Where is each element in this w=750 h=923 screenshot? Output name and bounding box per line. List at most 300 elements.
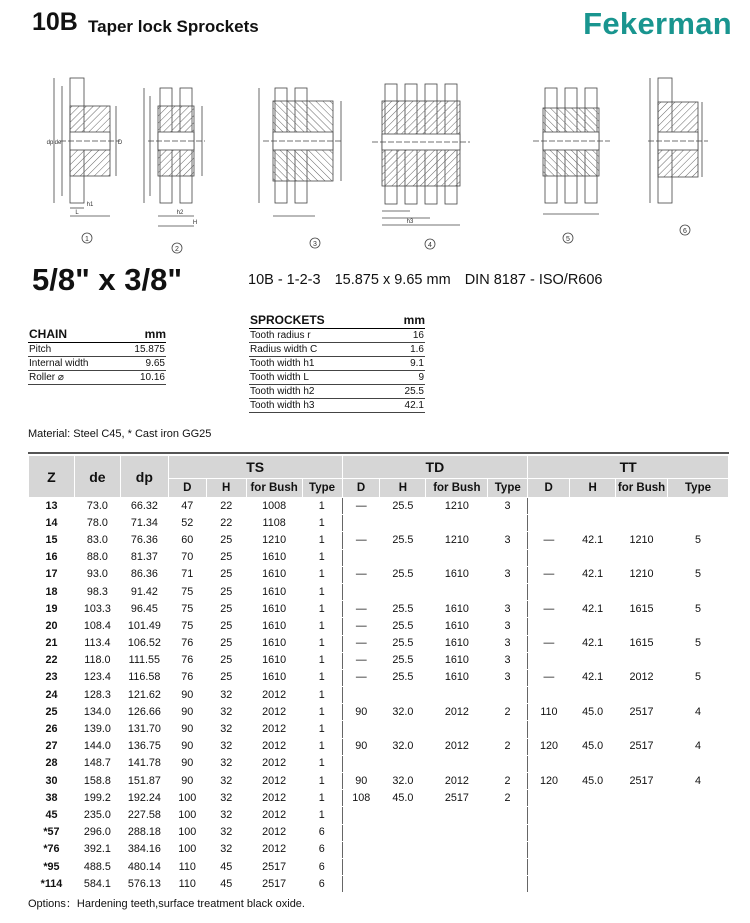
table-cell <box>342 721 380 738</box>
table-cell: 1108 <box>246 515 302 532</box>
table-cell: 139.0 <box>74 721 120 738</box>
cell-z: 18 <box>29 583 75 600</box>
table-cell: 90 <box>168 687 206 704</box>
table-cell: 45.0 <box>380 790 426 807</box>
drawing-type-3 <box>259 88 343 248</box>
table-row: Roller ⌀ 10.16 <box>29 372 165 383</box>
table-cell: 6 <box>302 876 342 893</box>
table-cell: 1 <box>302 566 342 583</box>
table-row <box>29 532 729 549</box>
table-cell: 90 <box>342 738 380 755</box>
table-cell <box>668 687 729 704</box>
table-row: Pitch 15.875 <box>29 344 165 355</box>
table-cell: 1 <box>302 773 342 790</box>
product-code: 10B <box>32 8 78 36</box>
table-cell: 45 <box>206 876 246 893</box>
table-cell <box>668 721 729 738</box>
table-cell: 25 <box>206 601 246 618</box>
table-cell: 4 <box>668 773 729 790</box>
cell-z: 22 <box>29 652 75 669</box>
cell-z: 20 <box>29 618 75 635</box>
table-cell: 25 <box>206 635 246 652</box>
dim-label: h1 <box>86 202 94 208</box>
table-cell: 52 <box>168 515 206 532</box>
table-cell: 2012 <box>246 687 302 704</box>
table-cell <box>668 755 729 772</box>
table-cell: 1 <box>302 618 342 635</box>
table-cell <box>488 755 528 772</box>
table-cell <box>616 498 668 515</box>
cell-z: 45 <box>29 807 75 824</box>
table-cell: 288.18 <box>120 824 168 841</box>
table-cell: 1610 <box>246 566 302 583</box>
table-cell: 108 <box>342 790 380 807</box>
table-cell: 1 <box>302 515 342 532</box>
table-cell: 32 <box>206 841 246 858</box>
table-cell: 2517 <box>246 876 302 893</box>
table-cell: 98.3 <box>74 583 120 600</box>
table-cell <box>528 876 570 893</box>
table-cell: 93.0 <box>74 566 120 583</box>
table-cell <box>342 841 380 858</box>
table-cell: 25.5 <box>380 532 426 549</box>
material-note: Material: Steel C45, * Cast iron GG25 <box>28 428 212 440</box>
table-cell: 120 <box>528 738 570 755</box>
table-row <box>29 755 729 772</box>
table-cell: 110 <box>528 704 570 721</box>
group-td: TD <box>342 456 528 479</box>
table-cell: 2012 <box>246 704 302 721</box>
table-cell: 32 <box>206 721 246 738</box>
table-cell <box>570 841 616 858</box>
drawing-label: 5 <box>566 236 570 243</box>
table-cell <box>668 824 729 841</box>
table-cell: 158.8 <box>74 773 120 790</box>
table-cell: — <box>528 532 570 549</box>
table-cell: 576.13 <box>120 876 168 893</box>
table-cell: 1 <box>302 721 342 738</box>
table-row <box>29 704 729 721</box>
table-cell: 1210 <box>616 532 668 549</box>
table-cell: 227.58 <box>120 807 168 824</box>
spec-line <box>248 272 613 288</box>
table-cell: 2517 <box>426 790 488 807</box>
table-cell: 90 <box>168 738 206 755</box>
drawing-type-2 <box>144 88 205 253</box>
table-cell <box>570 498 616 515</box>
table-cell: 3 <box>488 601 528 618</box>
table-cell <box>570 652 616 669</box>
table-cell: — <box>342 635 380 652</box>
table-cell <box>616 721 668 738</box>
table-cell: 25 <box>206 549 246 566</box>
table-cell: 76 <box>168 669 206 686</box>
table-cell <box>528 755 570 772</box>
table-cell: 488.5 <box>74 858 120 875</box>
table-cell: 2 <box>488 738 528 755</box>
table-row <box>29 738 729 755</box>
table-cell: 96.45 <box>120 601 168 618</box>
table-cell <box>488 876 528 893</box>
table-cell <box>668 583 729 600</box>
table-cell <box>570 876 616 893</box>
dim-label: H <box>192 220 198 226</box>
table-cell: 1 <box>302 807 342 824</box>
table-cell: 4 <box>668 738 729 755</box>
table-cell <box>616 858 668 875</box>
cell-z: 26 <box>29 721 75 738</box>
drawing-label: 4 <box>428 242 432 249</box>
table-cell: 25 <box>206 583 246 600</box>
table-cell: 2012 <box>426 738 488 755</box>
table-cell: 2012 <box>246 807 302 824</box>
table-cell: — <box>528 566 570 583</box>
table-row: Tooth width h3 42.1 <box>250 400 424 411</box>
table-cell: — <box>528 669 570 686</box>
table-cell <box>342 549 380 566</box>
table-cell <box>570 824 616 841</box>
table-cell <box>616 583 668 600</box>
table-cell: 1610 <box>426 669 488 686</box>
table-row: Tooth width h1 9.1 <box>250 358 424 369</box>
table-cell: — <box>342 618 380 635</box>
table-cell <box>668 858 729 875</box>
table-cell: 90 <box>342 704 380 721</box>
table-cell <box>488 841 528 858</box>
cell-z: 30 <box>29 773 75 790</box>
table-cell: 110 <box>168 858 206 875</box>
table-cell: 1210 <box>246 532 302 549</box>
table-cell: 90 <box>168 773 206 790</box>
table-cell <box>528 790 570 807</box>
table-cell: 3 <box>488 652 528 669</box>
table-cell <box>616 652 668 669</box>
table-cell: — <box>342 566 380 583</box>
drawing-type-5 <box>533 88 610 243</box>
table-cell <box>616 549 668 566</box>
table-cell: 25.5 <box>380 669 426 686</box>
standard: DIN 8187 - ISO/R606 <box>464 272 603 288</box>
table-cell: 1610 <box>246 652 302 669</box>
table-cell: 5 <box>668 601 729 618</box>
table-cell: 76.36 <box>120 532 168 549</box>
table-cell: 32 <box>206 755 246 772</box>
table-cell <box>342 755 380 772</box>
table-cell <box>380 876 426 893</box>
cell-z: 28 <box>29 755 75 772</box>
table-cell: 81.37 <box>120 549 168 566</box>
table-row: Radius width C 1.6 <box>250 344 424 355</box>
cell-z: 13 <box>29 498 75 515</box>
table-row <box>29 652 729 669</box>
table-cell <box>616 755 668 772</box>
page-title: Taper lock Sprockets <box>88 17 259 36</box>
table-cell: 32 <box>206 773 246 790</box>
table-cell: 42.1 <box>570 566 616 583</box>
table-cell: 1210 <box>426 498 488 515</box>
table-cell <box>426 583 488 600</box>
table-cell <box>668 790 729 807</box>
chain-header: CHAIN <box>28 327 118 343</box>
table-cell <box>616 807 668 824</box>
table-cell <box>426 876 488 893</box>
table-cell <box>380 858 426 875</box>
table-cell <box>488 549 528 566</box>
table-cell: 100 <box>168 790 206 807</box>
table-cell: 71.34 <box>120 515 168 532</box>
table-cell: 2 <box>488 773 528 790</box>
table-cell: 2012 <box>246 738 302 755</box>
cell-z: *57 <box>29 824 75 841</box>
table-cell: 1210 <box>426 532 488 549</box>
table-row <box>29 687 729 704</box>
table-cell: 1 <box>302 790 342 807</box>
table-cell <box>342 824 380 841</box>
table-cell: 1210 <box>616 566 668 583</box>
table-cell: 91.42 <box>120 583 168 600</box>
table-cell <box>380 687 426 704</box>
col-z: Z <box>29 456 75 498</box>
drawing-type-1 <box>54 78 120 243</box>
table-cell: 199.2 <box>74 790 120 807</box>
table-cell <box>528 841 570 858</box>
drawing-label: 2 <box>175 246 179 253</box>
table-cell: 5 <box>668 635 729 652</box>
table-cell <box>570 618 616 635</box>
table-cell <box>528 583 570 600</box>
cell-z: 23 <box>29 669 75 686</box>
table-cell <box>488 515 528 532</box>
table-cell: 131.70 <box>120 721 168 738</box>
table-cell: 1 <box>302 738 342 755</box>
table-cell: 584.1 <box>74 876 120 893</box>
table-cell: 42.1 <box>570 669 616 686</box>
table-cell <box>426 721 488 738</box>
table-cell: 32 <box>206 807 246 824</box>
table-cell: 235.0 <box>74 807 120 824</box>
group-ts: TS <box>168 456 342 479</box>
drawing-type-6 <box>648 78 708 235</box>
table-cell <box>426 549 488 566</box>
table-row <box>29 601 729 618</box>
table-cell <box>342 807 380 824</box>
table-cell <box>380 549 426 566</box>
table-cell: 480.14 <box>120 858 168 875</box>
table-cell <box>668 876 729 893</box>
table-cell <box>380 721 426 738</box>
table-cell: 1615 <box>616 635 668 652</box>
col-dp: dp <box>120 456 168 498</box>
table-cell: 25 <box>206 532 246 549</box>
table-cell: 108.4 <box>74 618 120 635</box>
table-cell: 45.0 <box>570 738 616 755</box>
chain-unit: mm <box>118 327 166 343</box>
table-cell: 100 <box>168 824 206 841</box>
table-cell: 73.0 <box>74 498 120 515</box>
table-cell: 1 <box>302 704 342 721</box>
table-cell <box>616 824 668 841</box>
table-cell <box>668 515 729 532</box>
table-cell: 2517 <box>246 858 302 875</box>
designation: 10B - 1-2-3 <box>248 272 321 288</box>
table-cell: 2517 <box>616 773 668 790</box>
table-row <box>29 824 729 841</box>
table-cell: 106.52 <box>120 635 168 652</box>
table-top-rule <box>28 452 729 454</box>
table-cell: 296.0 <box>74 824 120 841</box>
table-cell: 2012 <box>426 773 488 790</box>
table-cell: 25.5 <box>380 618 426 635</box>
table-cell: 148.7 <box>74 755 120 772</box>
table-cell <box>488 807 528 824</box>
table-cell <box>488 824 528 841</box>
dim-label: de <box>54 140 62 146</box>
cell-z: *76 <box>29 841 75 858</box>
table-cell: — <box>342 601 380 618</box>
table-cell: 47 <box>168 498 206 515</box>
table-cell: 2012 <box>616 669 668 686</box>
table-cell: 90 <box>168 755 206 772</box>
table-cell <box>570 549 616 566</box>
table-cell <box>570 583 616 600</box>
table-cell: 22 <box>206 515 246 532</box>
table-cell <box>570 755 616 772</box>
table-cell: 1 <box>302 601 342 618</box>
table-cell <box>380 824 426 841</box>
table-cell: 120 <box>528 773 570 790</box>
table-cell: 45.0 <box>570 773 616 790</box>
table-cell: 25 <box>206 669 246 686</box>
table-cell: 141.78 <box>120 755 168 772</box>
table-cell <box>488 687 528 704</box>
table-cell <box>616 618 668 635</box>
table-cell: 42.1 <box>570 532 616 549</box>
cell-z: *95 <box>29 858 75 875</box>
dim-label: D <box>117 140 123 146</box>
table-cell: 151.87 <box>120 773 168 790</box>
table-cell: 1 <box>302 687 342 704</box>
table-cell: 101.49 <box>120 618 168 635</box>
table-cell <box>668 652 729 669</box>
table-cell: 88.0 <box>74 549 120 566</box>
table-cell: 126.66 <box>120 704 168 721</box>
table-cell: 1610 <box>246 549 302 566</box>
table-cell: 110 <box>168 876 206 893</box>
table-cell <box>380 755 426 772</box>
table-cell: 2012 <box>246 790 302 807</box>
table-cell: 1 <box>302 755 342 772</box>
table-cell: 86.36 <box>120 566 168 583</box>
sprockets-table <box>249 313 425 413</box>
sprockets-unit: mm <box>385 313 425 329</box>
table-cell: 60 <box>168 532 206 549</box>
cell-z: 19 <box>29 601 75 618</box>
table-cell <box>528 687 570 704</box>
table-row <box>29 807 729 824</box>
table-cell <box>426 858 488 875</box>
cell-z: 38 <box>29 790 75 807</box>
table-cell <box>570 515 616 532</box>
table-cell: — <box>342 498 380 515</box>
table-cell: 2012 <box>246 824 302 841</box>
cell-z: 15 <box>29 532 75 549</box>
table-cell: 83.0 <box>74 532 120 549</box>
table-row: Tooth width L 9 <box>250 372 424 383</box>
table-cell <box>528 515 570 532</box>
table-cell <box>528 618 570 635</box>
table-row <box>29 635 729 652</box>
table-row <box>29 858 729 875</box>
table-cell: 1610 <box>426 652 488 669</box>
table-cell <box>342 583 380 600</box>
table-cell <box>528 858 570 875</box>
table-cell <box>426 755 488 772</box>
table-cell: 144.0 <box>74 738 120 755</box>
table-cell <box>668 618 729 635</box>
table-cell: 1008 <box>246 498 302 515</box>
table-cell: 25.5 <box>380 566 426 583</box>
table-cell <box>570 721 616 738</box>
table-cell: 25.5 <box>380 498 426 515</box>
table-cell: 123.4 <box>74 669 120 686</box>
table-cell: 100 <box>168 807 206 824</box>
table-cell <box>426 515 488 532</box>
table-cell: 103.3 <box>74 601 120 618</box>
drawing-label: 1 <box>85 236 89 243</box>
cell-z: 21 <box>29 635 75 652</box>
table-cell: 2012 <box>246 841 302 858</box>
size-title: 5/8" x 3/8" <box>32 262 183 297</box>
table-cell: 32 <box>206 738 246 755</box>
table-cell: 1610 <box>246 583 302 600</box>
table-cell <box>616 687 668 704</box>
table-cell: 32.0 <box>380 773 426 790</box>
table-cell <box>380 515 426 532</box>
table-cell: 3 <box>488 618 528 635</box>
table-cell: 118.0 <box>74 652 120 669</box>
table-row: Internal width 9.65 <box>29 358 165 369</box>
table-cell <box>342 858 380 875</box>
table-cell <box>616 790 668 807</box>
table-cell: 384.16 <box>120 841 168 858</box>
table-cell: 1 <box>302 635 342 652</box>
table-cell: 1 <box>302 669 342 686</box>
table-cell <box>380 583 426 600</box>
table-cell <box>426 807 488 824</box>
table-cell: 1610 <box>426 618 488 635</box>
table-cell: 90 <box>342 773 380 790</box>
table-cell <box>488 858 528 875</box>
table-cell: 45 <box>206 858 246 875</box>
table-cell <box>616 515 668 532</box>
table-cell: 134.0 <box>74 704 120 721</box>
table-cell <box>668 549 729 566</box>
table-cell: 3 <box>488 498 528 515</box>
table-row <box>29 498 729 515</box>
table-cell <box>488 583 528 600</box>
table-cell: 5 <box>668 669 729 686</box>
table-cell: 192.24 <box>120 790 168 807</box>
brand-logo: Fekerman <box>583 6 732 41</box>
table-cell <box>426 841 488 858</box>
table-cell: 71 <box>168 566 206 583</box>
table-cell: 1610 <box>246 618 302 635</box>
table-row <box>29 841 729 858</box>
table-cell: 113.4 <box>74 635 120 652</box>
table-cell: 2517 <box>616 704 668 721</box>
table-cell <box>528 652 570 669</box>
table-row <box>29 566 729 583</box>
